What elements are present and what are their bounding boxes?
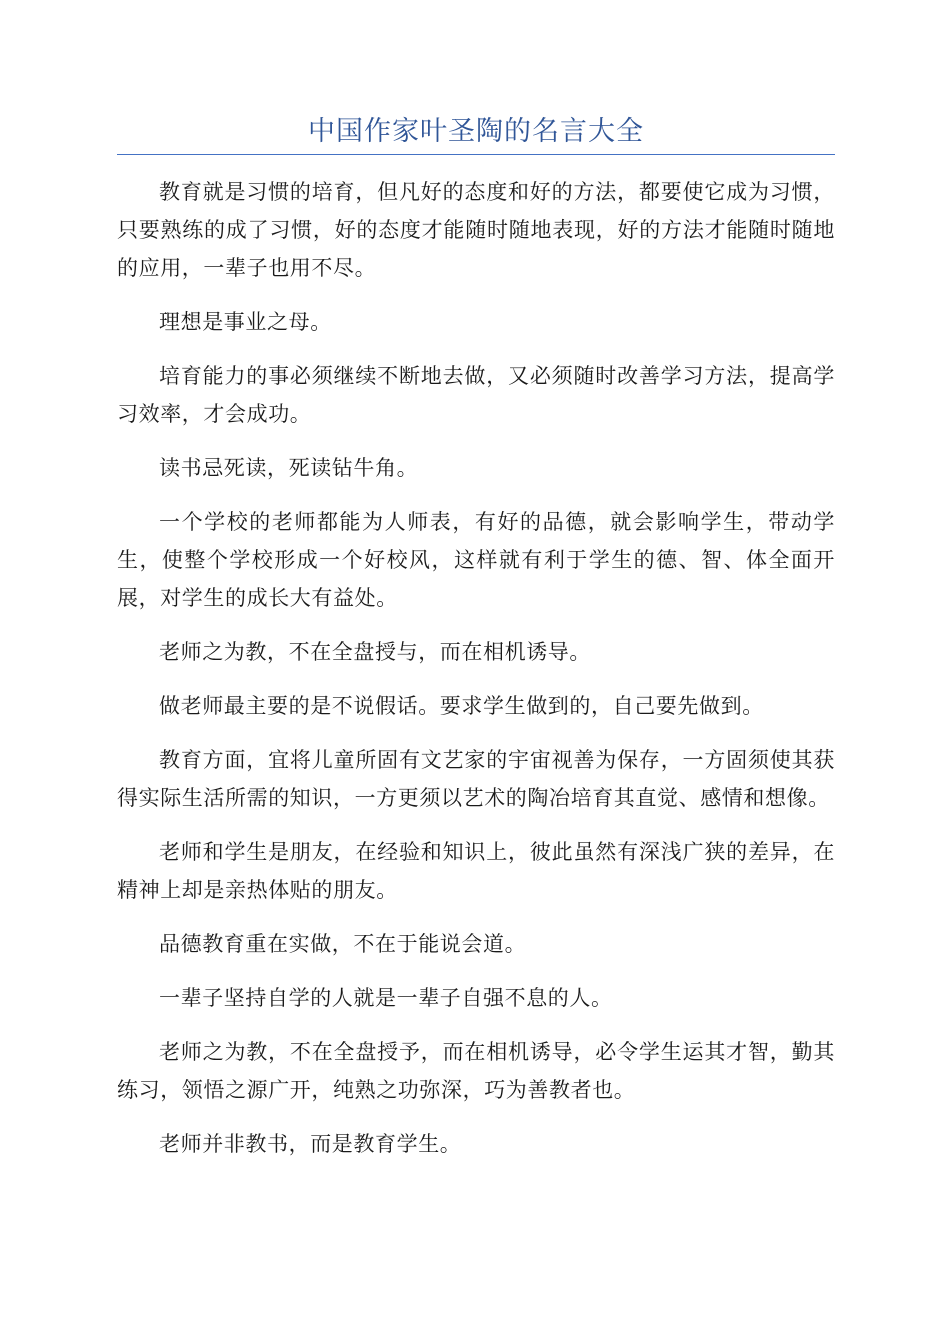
- quote-paragraph: 老师和学生是朋友，在经验和知识上，彼此虽然有深浅广狭的差异，在精神上却是亲热体贴的朋友。: [117, 840, 835, 902]
- quote-paragraph: 一个学校的老师都能为人师表，有好的品德，就会影响学生，带动学生，使整个学校形成一个好校风，这样就有利于学生的德、智、体全面开展，对学生的成长大有益处。: [117, 510, 835, 610]
- document-page: [117, 110, 835, 1179]
- quote-paragraph: 老师之为教，不在全盘授与，而在相机诱导。: [159, 640, 591, 664]
- quote-paragraph: 品德教育重在实做，不在于能说会道。: [159, 932, 527, 956]
- quote-paragraph: 读书忌死读，死读钻牛角。: [159, 456, 419, 480]
- quote-paragraph: 老师之为教，不在全盘授予，而在相机诱导，必令学生运其才智，勤其练习，领悟之源广开，纯熟之功弥深，巧为善教者也。: [117, 1040, 835, 1102]
- quote-paragraph: 一辈子坚持自学的人就是一辈子自强不息的人。: [159, 986, 613, 1010]
- title-underline: [117, 154, 835, 155]
- quote-paragraph: 老师并非教书，而是教育学生。: [159, 1132, 462, 1156]
- quote-paragraph: 做老师最主要的是不说假话。要求学生做到的，自己要先做到。: [159, 694, 764, 718]
- quote-paragraph: 教育方面，宜将儿童所固有文艺家的宇宙视善为保存，一方固须使其获得实际生活所需的知识，一方更须以艺术的陶冶培育其直觉、感情和想像。: [117, 748, 835, 810]
- document-title: 中国作家叶圣陶的名言大全: [308, 116, 644, 147]
- quote-paragraph: 培育能力的事必须继续不断地去做，又必须随时改善学习方法，提高学习效率，才会成功。: [117, 364, 835, 426]
- quote-paragraph: 理想是事业之母。: [159, 310, 332, 334]
- quote-paragraph: 教育就是习惯的培育，但凡好的态度和好的方法，都要使它成为习惯，只要熟练的成了习惯，好的态度才能随时随地表现，好的方法才能随时随地的应用，一辈子也用不尽。: [117, 180, 835, 280]
